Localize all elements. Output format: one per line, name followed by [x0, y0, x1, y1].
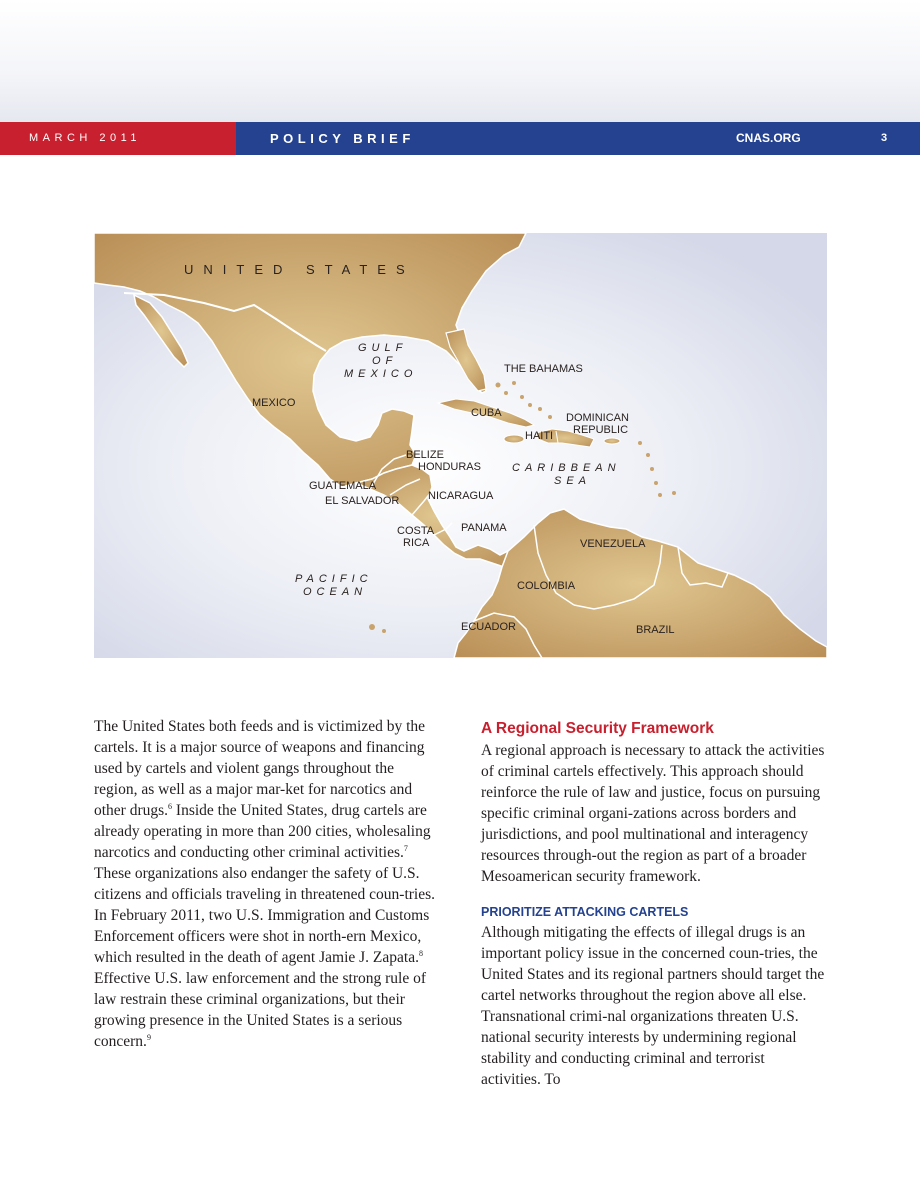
section-paragraph-2: Although mitigating the effects of illegal drugs is an important policy issue in the concerned coun-tries, the United States and its regional partners should target the cartel networks throughout the region above all else. Transnational crimi-nal organizations threaten U.S. national security interests by undermining regional stability and conducting criminal and terrorist activities. To	[481, 924, 825, 1088]
header-blue-section	[236, 122, 920, 155]
map-label-dominican-2: REPUBLIC	[573, 424, 629, 436]
map-label-dominican-1: DOMINICAN	[566, 412, 629, 424]
map-label-united-states: UNITED STATES	[184, 262, 415, 277]
section-heading: A Regional Security Framework	[481, 720, 714, 737]
map-label-gulf-3: MEXICO	[344, 368, 418, 380]
map-label-colombia: COLOMBIA	[517, 580, 576, 592]
header-title: POLICY BRIEF	[270, 131, 415, 146]
page-number: 3	[881, 132, 888, 144]
map-label-belize: BELIZE	[406, 449, 444, 461]
left-paragraph: The United States both feeds and is victimized by the cartels. It is a major source of weapons and financing used by cartels and violent gangs throughout the region, as well as a major mar-ket for narcotics and other drugs.$^6$ Inside the United States, drug cartels are already operating in more than 200 cities, wholesaling narcotics and conducting other criminal activities.$^7$ These organizations also endanger the safety of U.S. citizens and officials traveling in threatened coun-tries. In February 2011, two U.S. Immigration and Customs Enforcement officers were shot in north-ern Mexico, which resulted in the death of agent Jamie J. Zapata.$^8$ Effective U.S. law enforcement and the strong rule of law restrain these criminal organizations, but their growing presence in the United States is a serious concern.$^9$	[94, 718, 436, 1050]
page-top-background	[0, 0, 920, 122]
map-label-nicaragua: NICARAGUA	[428, 490, 494, 502]
map-label-gulf-1: GULF	[358, 342, 408, 354]
map-label-costa-rica-2: RICA	[403, 537, 430, 549]
map-label-guatemala: GUATEMALA	[309, 480, 377, 492]
map-label-caribbean-2: SEA	[554, 475, 592, 487]
map-label-caribbean-1: CARIBBEAN	[512, 462, 621, 474]
footnote-ref-6[interactable]: 6	[168, 801, 173, 811]
right-column	[481, 716, 827, 1090]
map-label-honduras: HONDURAS	[418, 461, 481, 473]
map-label-haiti: HAITI	[525, 430, 554, 442]
header-date: MARCH 2011	[0, 122, 236, 155]
map-label-mexico: MEXICO	[252, 397, 296, 409]
section-paragraph-1: A regional approach is necessary to attack the activities of criminal cartels effectively. This approach should reinforce the rule of law and justice, focus on pursuing specific criminal organi-zations across borders and jurisdictions, and pool multinational and interagency resources through-out the region as part of a broader Mesoamerican security framework.	[481, 742, 825, 885]
map-label-pacific-2: OCEAN	[303, 586, 368, 598]
page-header-bar	[0, 122, 920, 155]
map-land-puerto-rico	[604, 438, 620, 444]
map-label-panama: PANAMA	[461, 522, 507, 534]
left-column	[94, 716, 440, 1052]
map-label-cuba: CUBA	[471, 407, 502, 419]
central-america-map	[94, 233, 827, 658]
map-label-pacific-1: PACIFIC	[295, 573, 373, 585]
map-label-gulf-2: OF	[372, 355, 398, 367]
map-label-el-salvador: EL SALVADOR	[325, 495, 400, 507]
map-label-ecuador: ECUADOR	[461, 621, 517, 633]
map-label-costa-rica-1: COSTA	[397, 525, 435, 537]
footnote-ref-8[interactable]: 8	[418, 948, 423, 958]
footnote-ref-7[interactable]: 7	[403, 843, 408, 853]
footnote-ref-9[interactable]: 9	[146, 1032, 151, 1042]
header-site-link[interactable]: CNAS.ORG	[736, 131, 801, 145]
map-land-jamaica	[504, 435, 524, 443]
map-label-the-bahamas: THE BAHAMAS	[504, 363, 583, 375]
subsection-heading: PRIORITIZE ATTACKING CARTELS	[481, 905, 689, 919]
map-label-brazil: BRAZIL	[636, 624, 675, 636]
map-label-venezuela: VENEZUELA	[580, 538, 646, 550]
